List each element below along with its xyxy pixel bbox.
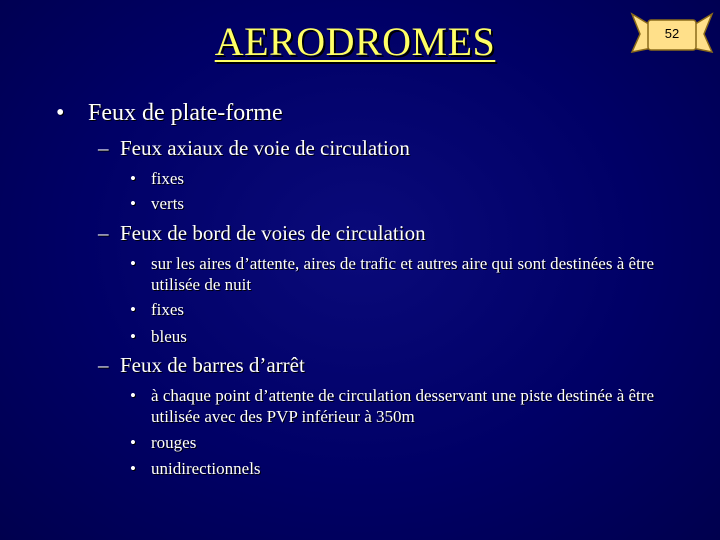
list-item-text: unidirectionnels — [151, 459, 261, 478]
list-item — [130, 326, 654, 347]
bullet-level1 — [56, 100, 283, 127]
list-item-text: verts — [151, 194, 185, 213]
slide-title: AERODROMES — [214, 19, 496, 64]
level1-text: Feux de plate-forme — [88, 100, 283, 126]
list-item — [130, 193, 654, 214]
dash-symbol: – — [98, 136, 109, 160]
list-item-text: bleus — [151, 327, 187, 346]
list-item — [130, 253, 654, 295]
list-item — [130, 385, 654, 427]
bullet-symbol: • — [130, 433, 136, 452]
section-heading — [98, 136, 410, 161]
list-item-text: sur les aires d’attente, aires de trafic et autres aire qui sont destinées à être utilisée de nuit — [151, 254, 654, 294]
bullet-symbol: • — [130, 254, 136, 273]
list-item-text: à chaque point d’attente de circulation desservant une piste destinée à être utilisée avec des PVP inférieur à 350m — [151, 386, 654, 426]
section-heading-text: Feux de bord de voies de circulation — [120, 221, 426, 245]
page-number: 52 — [664, 26, 680, 41]
list-item — [130, 432, 654, 453]
bullet-symbol: • — [130, 327, 136, 346]
bullet-symbol: • — [130, 194, 136, 213]
list-item — [130, 458, 654, 479]
bullet-symbol: • — [56, 100, 65, 126]
bullet-symbol: • — [130, 300, 136, 319]
list-item — [130, 299, 654, 320]
list-item-text: rouges — [151, 433, 197, 452]
list-item — [130, 168, 654, 189]
bullet-symbol: • — [130, 169, 136, 188]
bullet-symbol: • — [130, 386, 136, 405]
dash-symbol: – — [98, 221, 109, 245]
section-heading-text: Feux de barres d’arrêt — [120, 353, 305, 377]
section-heading — [98, 353, 305, 378]
list-item-text: fixes — [151, 300, 185, 319]
bullet-symbol: • — [130, 459, 136, 478]
list-item-text: fixes — [151, 169, 185, 188]
section-heading-text: Feux axiaux de voie de circulation — [120, 136, 410, 160]
section-heading — [98, 221, 426, 246]
dash-symbol: – — [98, 353, 109, 377]
